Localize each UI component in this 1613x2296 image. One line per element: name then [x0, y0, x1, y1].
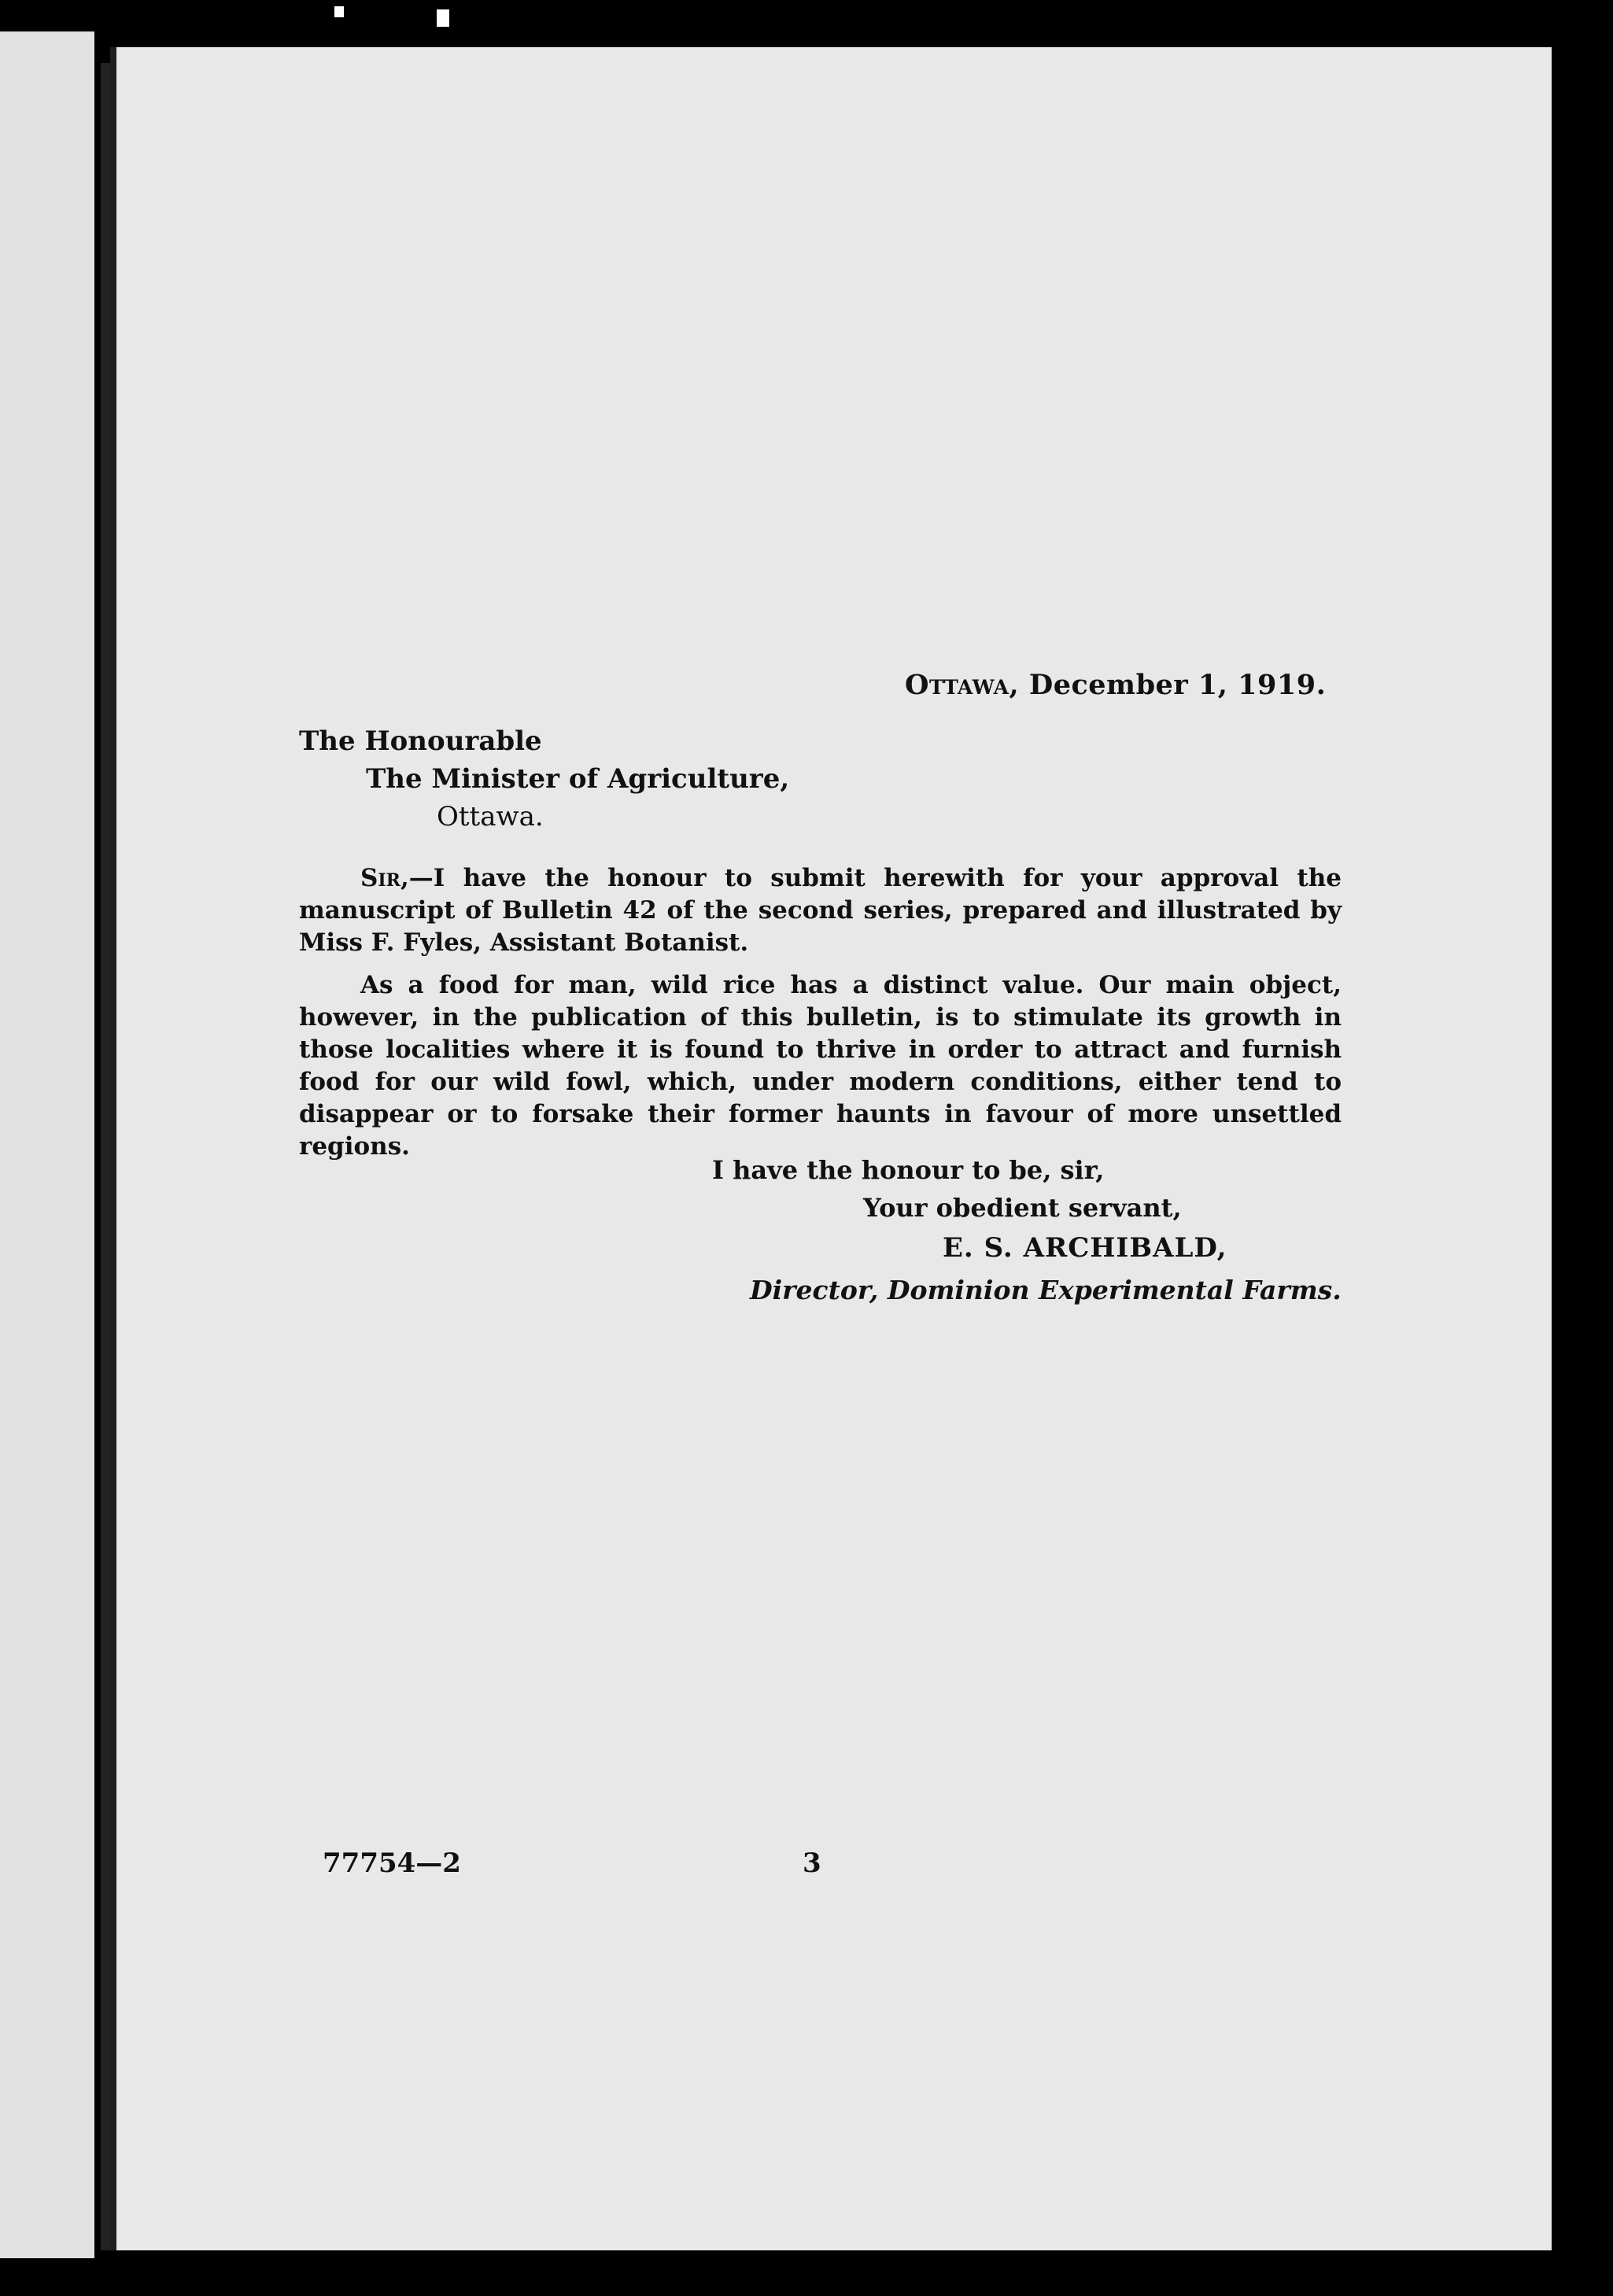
- address-line-1: The Honourable: [299, 725, 542, 757]
- scan-speck: [334, 6, 344, 17]
- address-line-3: Ottawa.: [437, 801, 544, 832]
- paragraph-1-text: ,—I have the honour to submit herewith for your approval the manuscript of Bulletin 42 of the second series, prepared and illustrated by Miss F. Fyles, Assistant Botanist.: [299, 864, 1342, 957]
- closing-line-1: I have the honour to be, sir,: [712, 1155, 1105, 1185]
- address-line-2: The Minister of Agriculture,: [366, 763, 790, 795]
- scan-speck: [437, 9, 449, 27]
- signatory-name: E. S. ARCHIBALD,: [943, 1232, 1227, 1264]
- letter-place: Ottawa: [905, 669, 1010, 701]
- letter-paragraph-1: [299, 862, 1342, 959]
- footer-print-code: 77754—2: [323, 1848, 461, 1879]
- salutation: Sir: [360, 864, 400, 892]
- signatory-title: Director, Dominion Experimental Farms.: [750, 1275, 1342, 1305]
- closing-line-2: Your obedient servant,: [863, 1193, 1182, 1223]
- letter-dateline: [905, 669, 1326, 701]
- letter-paragraph-2: As a food for man, wild rice has a distinct value. Our main object, however, in the publication of this bulletin, is to stimulate its growth in those localities where it is found to thrive in order to attract and furnish food for our wild fowl, which, under modern conditions, either tend to disappear or to forsake their former haunts in favour of more unsettled regions.: [299, 971, 1342, 1161]
- letter-date: , December 1, 1919.: [1009, 669, 1327, 701]
- page-number: 3: [803, 1848, 821, 1879]
- previous-page-edge: [0, 31, 94, 2258]
